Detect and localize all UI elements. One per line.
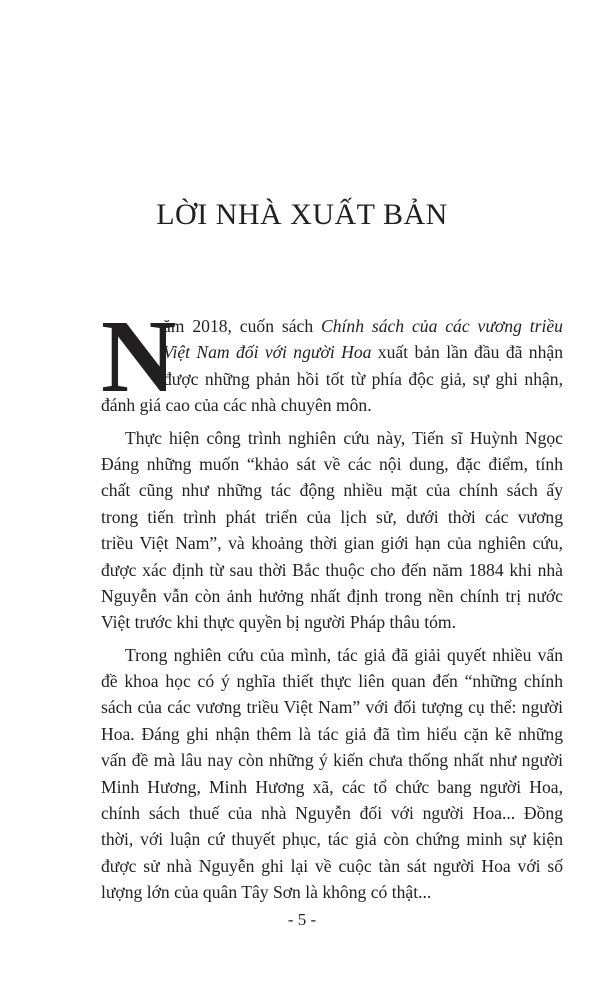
book-title-italic: Việt Nam đối với người Hoa [163,342,372,363]
text-line: được sử nhà Nguyễn ghi lại về cuộc tàn sát người Hoa với số [101,855,563,876]
text-line: sách của các vương triều Việt Nam” với đối tượng cụ thể: người [101,697,563,718]
page-number: - 5 - [287,910,317,929]
paragraph-3 [101,642,563,906]
text-line: được những phản hồi tốt từ phía độc giả, sự ghi nhận, [163,368,563,389]
text-line: đánh giá cao của các nhà chuyên môn. [101,395,372,416]
text-line: đề khoa học có ý nghĩa thiết thực liên quan đến “những chính [101,671,563,692]
text-span: ăm 2018, cuốn sách [163,316,321,336]
book-title-italic: Chính sách của các vương triều [320,316,563,336]
text-line: vấn đề mà lâu nay còn những ý kiến chưa thống nhất như người [101,750,563,771]
text-line: Nguyễn vẫn còn ảnh hưởng nhất định trong nền chính trị nước [101,585,563,606]
text-line: trong tiến trình phát triển của lịch sử, dưới thời các vương [101,506,563,527]
text-line: được xác định từ sau thời Bắc thuộc cho đến năm 1884 khi nhà [101,559,563,580]
text-line: Hoa. Đáng ghi nhận thêm là tác giả đã tìm hiểu cặn kẽ những [101,723,563,744]
text-line: chất cũng như những tác động nhiều mặt của chính sách ấy [101,480,563,501]
text-line: Đáng những muốn “khảo sát về các nội dung, đặc điểm, tính [101,453,563,474]
text-line: Thực hiện công trình nghiên cứu này, Tiến sĩ Huỳnh Ngọc [125,427,563,448]
text-line: lượng lớn của quân Tây Sơn là không có thật... [101,882,432,903]
text-line: thời, với luận cứ thuyết phục, tác giả còn chứng minh sự kiện [101,829,563,850]
text-line: triều Việt Nam”, và khoảng thời gian giới hạn của nghiên cứu, [101,533,563,554]
text-line: Trong nghiên cứu của mình, tác giả đã giải quyết nhiều vấn [125,644,563,665]
text-line: chính sách thuế của nhà Nguyễn đối với người Hoa... Đồng [101,803,563,824]
page-title: LỜI NHÀ XUẤT BẢN [156,198,448,231]
text-span: xuất bản lần đầu đã nhận [371,342,563,363]
drop-cap: N [101,299,177,414]
paragraph-2 [101,425,563,636]
text-line: Việt trước khi thực quyền bị người Pháp thâu tóm. [101,612,456,633]
text-line: Minh Hương, Minh Hương xã, các tổ chức bang người Hoa, [101,776,563,797]
paragraph-1 [101,299,563,419]
body-text [101,299,563,912]
